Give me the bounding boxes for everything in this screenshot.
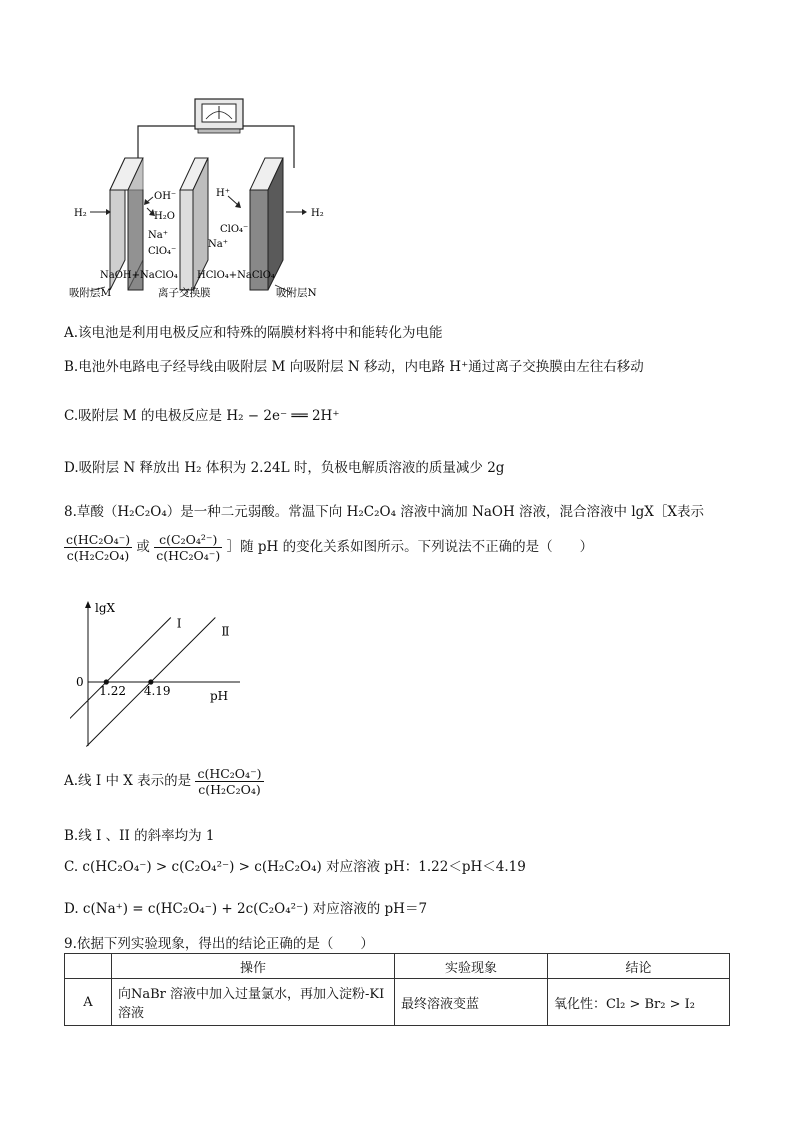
or-text: 或: [136, 539, 150, 555]
oh-label: OH⁻: [154, 191, 177, 202]
clo4-left-label: ClO₄⁻: [148, 246, 177, 257]
fraction-option-a: $\frac{\text{c(HC₂O₄⁻)}}{\text{c(H₂C₂O₄)}}$: [197, 766, 262, 797]
label-m: 吸附层M: [69, 287, 112, 299]
q9-stem: 9.依据下列实验现象，得出的结论正确的是（ ）: [64, 936, 374, 952]
q7-option-c: C.吸附层 M 的电极反应是 H₂ − 2e⁻ ══ 2H⁺: [64, 408, 340, 424]
h2-left-label: H₂: [74, 208, 87, 219]
label-membrane: 离子交换膜: [158, 287, 211, 299]
tick-label-2: 4.19: [143, 684, 171, 698]
y-axis-arrow: [85, 601, 91, 608]
table-header-cell: [65, 954, 112, 979]
q7-option-a: A.该电池是利用电极反应和特殊的隔膜材料将中和能转化为电能: [64, 325, 443, 341]
q8-option-c: C. c(HC₂O₄⁻) > c(C₂O₄²⁻) > c(H₂C₂O₄) 对应溶液 pH：1.22＜pH＜4.19: [64, 859, 526, 875]
h2-right-label: H₂: [311, 208, 324, 219]
table-cell: 氧化性：Cl₂ > Br₂ > I₂: [548, 979, 730, 1026]
q8-stem-line2: [64, 532, 593, 563]
galvanometer-icon: [195, 99, 243, 133]
table-header-cell: 结论: [548, 954, 730, 979]
fraction-c2o4-over-hc2o4: $\frac{\text{c(C₂O₄²⁻)}}{\text{c(HC₂O₄⁻)}}$: [156, 532, 221, 563]
lgx-ph-chart: [70, 598, 250, 750]
table-cell: 向NaBr 溶液中加入过量氯水，再加入淀粉-KI 溶液: [112, 979, 395, 1026]
q7-option-d: D.吸附层 N 释放出 H₂ 体积为 2.24L 时，负极电解质溶液的质量减少 2g: [64, 460, 505, 476]
q8-option-a: [64, 766, 264, 797]
experiment-table: [64, 953, 730, 1026]
series-label-2: Ⅱ: [221, 624, 230, 639]
fraction-hc2o4-over-h2c2o4: $\frac{\text{c(HC₂O₄⁻)}}{\text{c(H₂C₂O₄)}}$: [66, 532, 131, 563]
q8-option-d: D. c(Na⁺) = c(HC₂O₄⁻) + 2c(C₂O₄²⁻) 对应溶液的 pH＝7: [64, 901, 428, 917]
clo4-right-label: ClO₄⁻: [220, 224, 249, 235]
h-plus-label: H⁺: [216, 188, 230, 199]
q8-stem-line1: 8.草酸（H₂C₂O₄）是一种二元弱酸。常温下向 H₂C₂O₄ 溶液中滴加 NaOH 溶液，混合溶液中 lgX［X表示: [64, 504, 705, 520]
table-header-row: [65, 954, 730, 979]
hclo4-label: HClO₄+NaClO₄: [197, 270, 275, 281]
table-row: [65, 979, 730, 1026]
q8-option-a-prefix: A.线 I 中 X 表示的是: [64, 773, 192, 789]
na-left-label: Na⁺: [148, 230, 168, 241]
label-n: 吸附层N: [276, 287, 317, 299]
q8-option-b: B.线 I 、II 的斜率均为 1: [64, 828, 215, 844]
origin-label: 0: [76, 675, 84, 689]
y-axis-label: lgX: [95, 601, 116, 615]
table-header-cell: 实验现象: [395, 954, 548, 979]
q7-option-b: B.电池外电路电子经导线由吸附层 M 向吸附层 N 移动，内电路 H⁺通过离子交换膜由左往右移动: [64, 359, 644, 375]
table-header-cell: 操作: [112, 954, 395, 979]
battery-diagram: [60, 95, 360, 305]
h2o-label: H₂O: [154, 211, 175, 222]
series-label-1: I: [176, 616, 182, 631]
x-axis-label: pH: [210, 689, 229, 703]
table-cell: A: [65, 979, 112, 1026]
q8-stem-tail: ］随 pH 的变化关系如图所示。下列说法不正确的是（ ）: [226, 539, 594, 555]
table-cell: 最终溶液变蓝: [395, 979, 548, 1026]
na-right-label: Na⁺: [208, 239, 228, 250]
naoh-label: NaOH+NaClO₄: [100, 270, 178, 281]
tick-label-1: 1.22: [99, 684, 127, 698]
